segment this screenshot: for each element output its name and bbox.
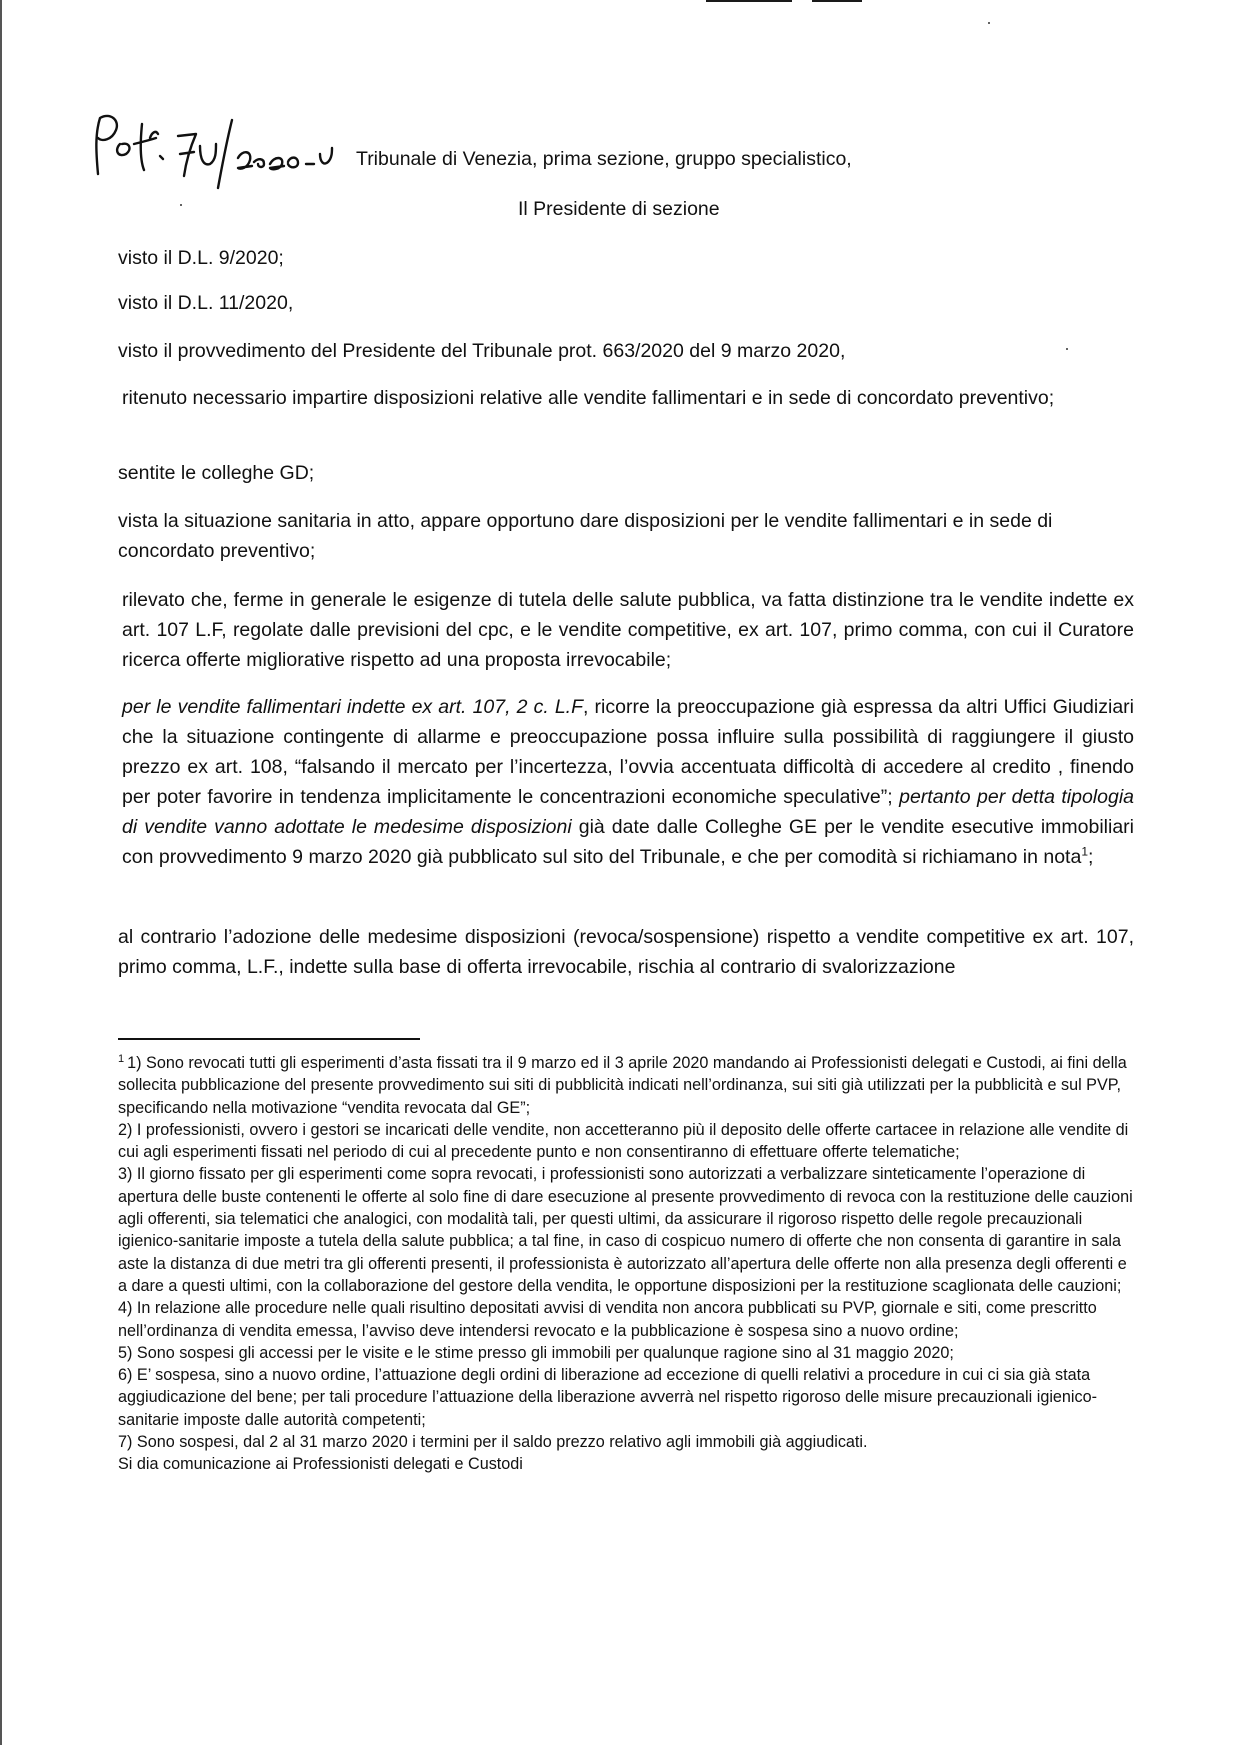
scan-edge-line-top-right <box>812 0 862 2</box>
paragraph-vista-situazione: vista la situazione sanitaria in atto, appare opportuno dare disposizioni per le vendite fallimentari e in sede di concordato preventivo; <box>118 510 1053 562</box>
footnote-item: Si dia comunicazione ai Professionisti delegati e Custodi <box>118 1455 523 1474</box>
paragraph-sentite: sentite le colleghe GD; <box>118 462 315 484</box>
paragraph-visto-provvedimento: visto il provvedimento del Presidente del Tribunale prot. 663/2020 del 9 marzo 2020, <box>118 340 846 362</box>
paragraph-ritenuto: ritenuto necessario impartire disposizioni relative alle vendite fallimentari e in sede di concordato preventivo; <box>122 387 1055 409</box>
footnote-separator <box>118 1038 420 1040</box>
scan-edge-line-left <box>0 0 2 1745</box>
paragraph-al-contrario: al contrario l’adozione delle medesime disposizioni (revoca/sospensione) rispetto a vendite competitive ex art. 107, primo comma, L.F., indette sulla base di offerta irrevocabile, rischia al contrario di svalorizzazione <box>118 926 1134 978</box>
paragraph-per-le-vendite <box>122 692 1134 872</box>
footnotes <box>118 1052 1134 1476</box>
footnote-item: 2) I professionisti, ovvero i gestori se incaricati delle vendite, non accetteranno più il deposito delle offerte cartacee in relazione alle vendite di cui agli esperimenti fissati nel periodo di cui al precedente punto e non consentiranno di effettuare offerte telematiche; <box>118 1120 1129 1162</box>
italic-intro: per le vendite fallimentari indette ex art. 107, 2 c. L.F <box>122 696 584 718</box>
handwritten-protocol-number <box>92 108 342 190</box>
court-heading: Tribunale di Venezia, prima sezione, gruppo specialistico, <box>356 148 852 170</box>
paragraph-text: ; <box>1088 846 1094 868</box>
paragraph-rilevato: rilevato che, ferme in generale le esigenze di tutela delle salute pubblica, va fatta distinzione tra le vendite indette ex art. 107 L.F, regolate dalle previsioni del cpc, e le vendite competitive, ex art. 107, primo comma, con cui il Curatore ricerca offerte migliorative rispetto ad una proposta irrevocabile; <box>122 589 1134 671</box>
footnote-text: 1) Sono revocati tutti gli esperimenti d’asta fissati tra il 9 marzo ed il 3 aprile 2020 mandando ai Professionisti delegati e Custodi, ai fini della sollecita pubblicazione del presente provvedimento sui siti di pubblicità indicati nell’ordinanza, sui siti già utilizzati per la pubblicità e sul PVP, specificando nella motivazione “vendita revocata dal GE”; <box>118 1054 1127 1117</box>
footnote-item: 6) E’ sospesa, sino a nuovo ordine, l’attuazione degli ordini di liberazione ad eccezione di quelli relativi a procedure in cui ci sia già stata aggiudicazione del bene; per tali procedure l’attuazione della liberazione avverrà nel rispetto rigoroso delle misure precauzionali igienico-sanitarie imposte dalle autorità competenti; <box>118 1366 1098 1429</box>
paragraph-visto-dl-9: visto il D.L. 9/2020; <box>118 247 284 269</box>
footnote-item: 7) Sono sospesi, dal 2 al 31 marzo 2020 i termini per il saldo prezzo relativo agli immobili già aggiudicati. <box>118 1433 868 1452</box>
paragraph-text: , ricorre la preoccupazione già espressa da altri Uffici Giudiziari che la situazione contingente di allarme e preoccupazione possa influire sulla possibilità di raggiungere il giusto prezzo ex art. 108, “falsando il mercato per l’incertezza, l’ovvia accentuata difficoltà di accedere al credito , finendo per poter favorire in tendenza implicitamente le concentrazioni economiche speculative”; <box>122 696 1134 808</box>
scan-speck <box>988 22 990 24</box>
paragraph-text: già date dalle Colleghe GE per le vendite esecutive immobiliari con provvedimento 9 marzo 2020 già pubblicato sul sito del Tribunale, e che per comodità si richiamano in nota <box>122 816 1134 868</box>
section-president-heading: Il Presidente di sezione <box>518 198 720 220</box>
scan-speck <box>180 204 182 206</box>
footnote-item: 5) Sono sospesi gli accessi per le visite e le stime presso gli immobili per qualunque ragione sino al 31 maggio 2020; <box>118 1343 954 1362</box>
italic-emphasis: pertanto per detta tipologia di vendite vanno adottate le medesime disposizioni <box>122 786 1134 838</box>
footnote-reference[interactable]: 1 <box>1081 844 1088 859</box>
paragraph-visto-dl-11: visto il D.L. 11/2020, <box>118 292 294 314</box>
footnote-item <box>118 1052 1134 1119</box>
footnote-item: 3) Il giorno fissato per gli esperimenti come sopra revocati, i professionisti sono autorizzati a verbalizzare sinteticamente l’operazione di apertura delle buste contenenti le offerte al solo fine di dare esecuzione al presente provvedimento di revoca con la restituzione delle cauzioni agli offerenti, sia telematici che analogici, con modalità tali, per questi ultimi, da assicurare il rigoroso rispetto delle regole precauzionali igienico-sanitarie imposte a tutela della salute pubblica; a tal fine, in caso di cospicuo numero di offerte che non consenta di garantire in sala aste la distanza di due metri tra gli offerenti presenti, il professionista è autorizzato all’apertura delle offerte non alla presenza degli offerenti e a dare a questi ultimi, con la collaborazione del gestore della vendita, le opportune disposizioni per la restituzione scaglionata delle cauzioni; 4) In relazione alle procedure nelle quali risultino depositati avvisi di vendita non ancora pubblicati su PVP, giornale e siti, come prescritto nell’ordinanza di vendita emessa, l’avviso deve intendersi revocato e la pubblicazione è sospesa sino a nuovo ordine; <box>118 1165 1133 1340</box>
scan-edge-line-top <box>706 0 792 2</box>
footnote-marker: 1 <box>118 1052 125 1065</box>
